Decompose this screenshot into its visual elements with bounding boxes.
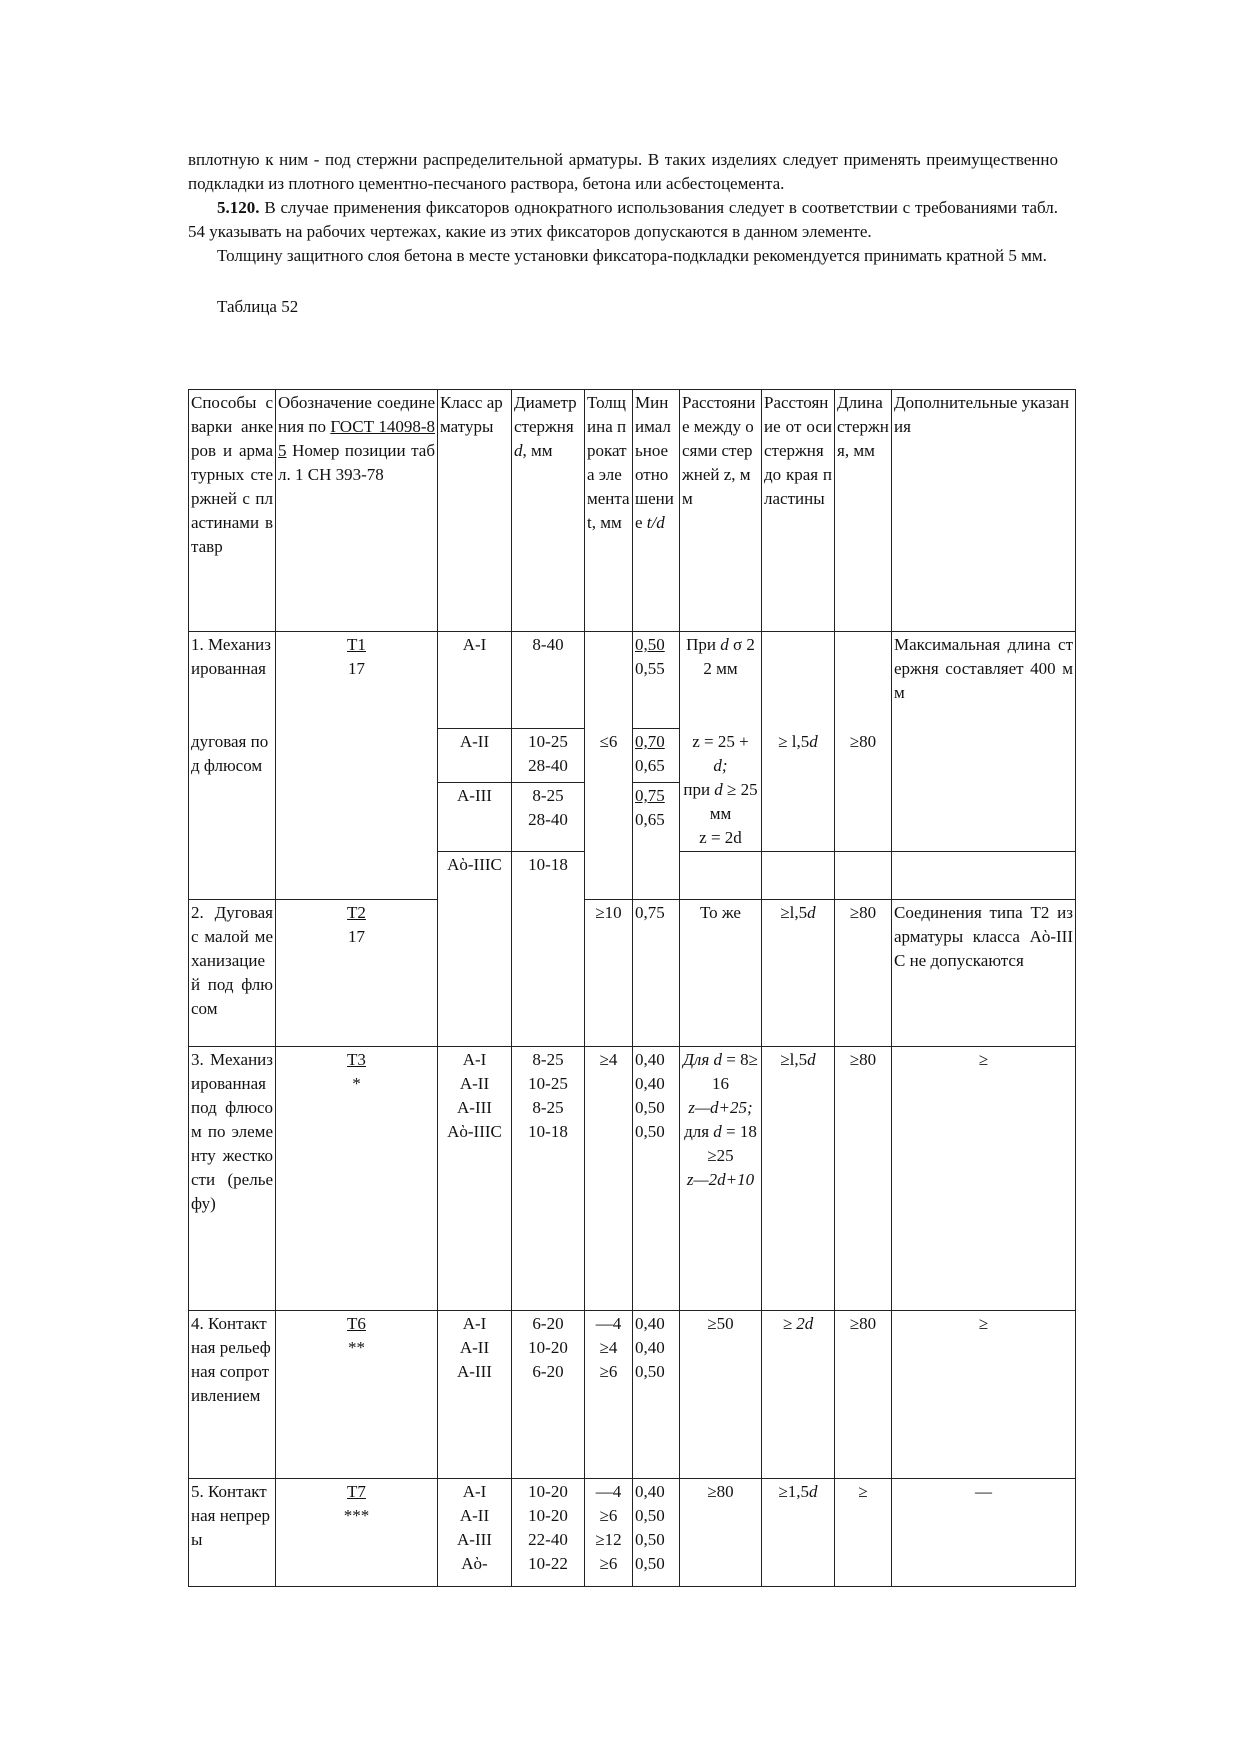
clause-text: В случае применения фиксаторов однократного использования следует в соответствии с требованиями табл. 54 указывать на рабочих чертежах, какие из этих фиксаторов допускаются в данном элементе. [188, 198, 1058, 241]
header-edge: Расстояние от оси стержня до края пластины [762, 390, 835, 632]
row3-position: * [352, 1073, 361, 1093]
row1-edge: ≥ l,5d [762, 729, 835, 852]
header-ratio: Минимальное отношение t/d [633, 390, 680, 632]
row5-notes: — [892, 1478, 1076, 1586]
table-row [189, 1046, 1076, 1310]
row4-length: ≥80 [835, 1310, 892, 1478]
row1-edge-empty [762, 851, 835, 899]
table-row [189, 899, 1076, 1046]
row2-notes: Соединения типа Т2 из арматуры класса Аὸ-IIIС не допускаются [892, 899, 1076, 1046]
row4-edge: ≥ 2d [762, 1310, 835, 1478]
row1-diameter-2: 10-25 28-40 [512, 729, 585, 783]
row2-length: ≥80 [835, 899, 892, 1046]
row5-code: Т7 [347, 1481, 366, 1501]
row1-diameter-3: 8-25 28-40 [512, 782, 585, 851]
row1-position: 17 [348, 659, 365, 678]
row4-position: ** [348, 1337, 365, 1357]
row4-spacing: ≥50 [680, 1310, 762, 1478]
table-caption: Таблица 52 [217, 297, 299, 316]
row1-ratio-empty [633, 851, 680, 899]
table-header-row [189, 390, 1076, 632]
row4-designation [276, 1310, 438, 1478]
row2-thickness: ≥10 [585, 899, 633, 1046]
row1-method-top: 1. Механизированная [189, 632, 276, 729]
row1-diameter-1: 8-40 [512, 632, 585, 729]
row3-edge: ≥l,5d [762, 1046, 835, 1310]
row4-ratio: 0,40 0,40 0,50 [633, 1310, 680, 1478]
row5-edge: ≥1,5d [762, 1478, 835, 1586]
paragraph-1: вплотную к ним - под стержни распределительной арматуры. В таких изделиях следует применять преимущественно подкладки из плотного цементно-песчаного раствора, бетона или асбестоцемента. [188, 150, 1058, 193]
row1-length: ≥80 [835, 729, 892, 852]
row1-length-empty [835, 851, 892, 899]
row2-ratio: 0,75 [633, 899, 680, 1046]
table-row [189, 1478, 1076, 1586]
row5-spacing: ≥80 [680, 1478, 762, 1586]
row2-designation [276, 899, 438, 1046]
row3-method: 3. Механизированная под флюсом по элементу жесткости (рельефу) [189, 1046, 276, 1310]
row1-thickness: ≤6 [585, 729, 633, 852]
row3-class: А-I А-II А-III Аὸ-IIIС [438, 1046, 512, 1310]
row1-notes-cont [892, 729, 1076, 852]
row5-thickness: —4 ≥6 ≥12 ≥6 [585, 1478, 633, 1586]
row1-method-empty [189, 851, 276, 899]
row5-designation [276, 1478, 438, 1586]
row1-method-bottom: дуговая под флюсом [189, 729, 276, 852]
row4-code: Т6 [347, 1313, 366, 1333]
row3-ratio: 0,40 0,40 0,50 0,50 [633, 1046, 680, 1310]
gost-reference: ГОСТ 14098-85 [278, 417, 435, 460]
row1-spacing-2: z = 25 + d; при d ≥ 25 мм z = 2d [680, 729, 762, 852]
header-method: Способы сварки анкеров и арматурных стержней с пластинами втавр [189, 390, 276, 632]
table-52 [188, 389, 1076, 1587]
row2-spacing: То же [680, 899, 762, 1046]
table-row [189, 851, 1076, 899]
header-designation: Обозначение соединения по ГОСТ 14098-85 Номер позиции табл. 1 СН 393-78 [276, 390, 438, 632]
row1-ratio-3: 0,75 0,65 [633, 782, 680, 851]
row1-notes-empty [892, 851, 1076, 899]
row2-method: 2. Дуговая с малой механизацией под флюсом [189, 899, 276, 1046]
row3-thickness: ≥4 [585, 1046, 633, 1310]
table-row [189, 729, 1076, 783]
table-row [189, 1310, 1076, 1478]
row3-diameter: 8-25 10-25 8-25 10-18 [512, 1046, 585, 1310]
header-diameter: Диаметр стержня d, мм [512, 390, 585, 632]
row1-ratio-2: 0,70 0,65 [633, 729, 680, 783]
row5-length: ≥ [835, 1478, 892, 1586]
row1-designation [276, 632, 438, 729]
header-class: Класс арматуры [438, 390, 512, 632]
row1-notes: Максимальная длина стержня составляет 400 мм [892, 632, 1076, 729]
row3-length: ≥80 [835, 1046, 892, 1310]
row4-diameter: 6-20 10-20 6-20 [512, 1310, 585, 1478]
row1-diameter-4: 10-18 [512, 851, 585, 1046]
row1-spacing-1: При d σ 22 мм [680, 632, 762, 729]
row2-edge: ≥l,5d [762, 899, 835, 1046]
header-notes: Дополнительные указания [892, 390, 1076, 632]
table-row [189, 632, 1076, 729]
row3-notes: ≥ [892, 1046, 1076, 1310]
row5-position: *** [343, 1505, 370, 1525]
row4-thickness: —4 ≥4 ≥6 [585, 1310, 633, 1478]
paragraph-2 [188, 196, 1058, 244]
row1-spacing-empty [680, 851, 762, 899]
page-body [188, 148, 1058, 318]
header-thickness: Толщина проката элемента t, мм [585, 390, 633, 632]
row1-code: Т1 [347, 635, 366, 654]
row1-thickness-empty [585, 851, 633, 899]
row4-notes: ≥ [892, 1310, 1076, 1478]
row5-class: А-I А-II А-III Аὸ- [438, 1478, 512, 1586]
row5-diameter: 10-20 10-20 22-40 10-22 [512, 1478, 585, 1586]
row4-class: А-I А-II А-III [438, 1310, 512, 1478]
row1-class-1: А-I [438, 632, 512, 729]
row2-code: Т2 [347, 902, 366, 922]
row3-designation [276, 1046, 438, 1310]
row1-class-3: А-III [438, 782, 512, 851]
row5-ratio: 0,40 0,50 0,50 0,50 [633, 1478, 680, 1586]
row1-thickness-top [585, 632, 633, 729]
paragraph-3: Толщину защитного слоя бетона в месте установки фиксатора-подкладки рекомендуется принимать кратной 5 мм. [217, 246, 1047, 265]
row1-length-top [835, 632, 892, 729]
header-spacing: Расстояние между осями стержней z, мм [680, 390, 762, 632]
row1-ratio-1: 0,50 0,55 [633, 632, 680, 729]
row2-position: 17 [348, 926, 365, 946]
row1-designation-cont [276, 729, 438, 852]
row5-method: 5. Контактная непреры [189, 1478, 276, 1586]
row1-designation-empty [276, 851, 438, 899]
header-length: Длина стержня, мм [835, 390, 892, 632]
row4-method: 4. Контактная рельефная сопротивлением [189, 1310, 276, 1478]
row1-edge-top [762, 632, 835, 729]
row1-class-2: А-II [438, 729, 512, 783]
row3-code: Т3 [347, 1049, 366, 1069]
row3-spacing: Для d = 8≥16 z—d+25; для d = 18≥25 z—2d+10 [680, 1046, 762, 1310]
clause-number: 5.120. [217, 198, 260, 217]
row1-class-4: Аὸ-IIIС [438, 851, 512, 1046]
